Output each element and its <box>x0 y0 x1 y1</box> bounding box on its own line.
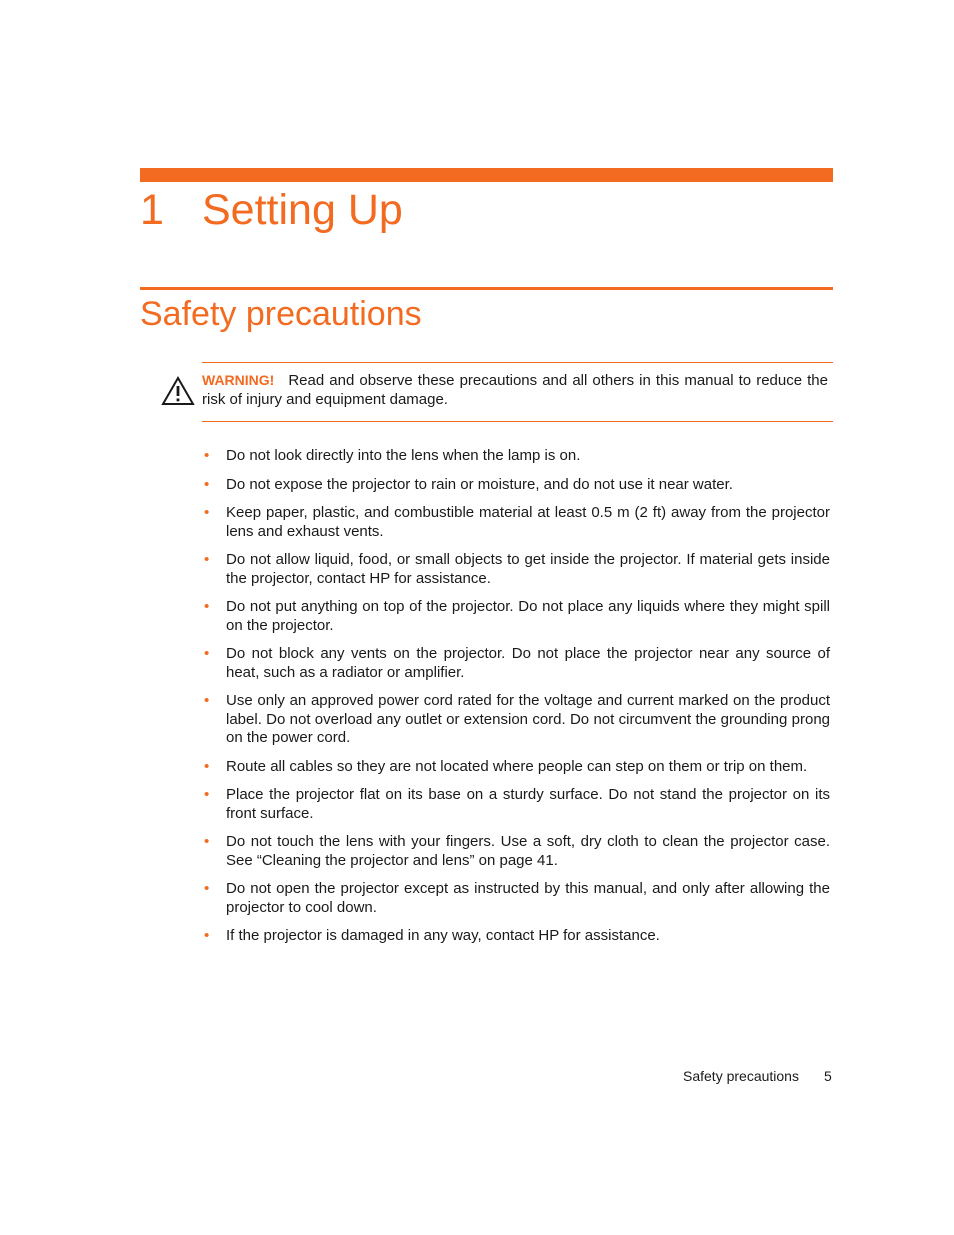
precaution-text: Keep paper, plastic, and combustible material at least 0.5 m (2 ft) away from the projector lens and exhaust vents. <box>226 504 830 540</box>
bullet-dot-icon: • <box>204 504 210 521</box>
bullet-dot-icon: • <box>204 598 210 615</box>
footer-page-number: 5 <box>824 1068 832 1084</box>
chapter-title-text: Setting Up <box>202 186 403 234</box>
chapter-header-bar <box>140 168 833 182</box>
bullet-dot-icon: • <box>204 880 210 897</box>
warning-bottom-rule <box>202 421 833 422</box>
precaution-text: Do not touch the lens with your fingers. Use a soft, dry cloth to clean the projector case. See “Cleaning the projector and lens” on page 41. <box>226 833 830 869</box>
precaution-item <box>202 758 830 777</box>
precaution-text: Place the projector flat on its base on a sturdy surface. Do not stand the projector on its front surface. <box>226 786 830 822</box>
bullet-dot-icon: • <box>204 692 210 709</box>
bullet-dot-icon: • <box>204 447 210 464</box>
precaution-item <box>202 598 830 635</box>
precaution-item <box>202 692 830 748</box>
bullet-dot-icon: • <box>204 927 210 944</box>
precaution-text: Do not allow liquid, food, or small objects to get inside the projector. If material gets inside the projector, contact HP for assistance. <box>226 551 830 587</box>
precaution-item <box>202 786 830 823</box>
precaution-text: If the projector is damaged in any way, contact HP for assistance. <box>226 927 660 944</box>
precaution-item <box>202 504 830 541</box>
precaution-item <box>202 645 830 682</box>
precautions-list <box>202 447 830 956</box>
precaution-item <box>202 880 830 917</box>
precaution-text: Do not block any vents on the projector. Do not place the projector near any source of heat, such as a radiator or amplifier. <box>226 645 830 681</box>
warning-body: Read and observe these precautions and all others in this manual to reduce the risk of injury and equipment damage. <box>202 372 828 408</box>
chapter-number: 1 <box>140 186 164 234</box>
precaution-text: Use only an approved power cord rated for the voltage and current marked on the product label. Do not overload any outlet or extension cord. Do not circumvent the grounding prong on the power cord. <box>226 692 830 746</box>
warning-triangle-icon <box>161 376 195 406</box>
bullet-dot-icon: • <box>204 551 210 568</box>
bullet-dot-icon: • <box>204 645 210 662</box>
section-rule <box>140 287 833 290</box>
precaution-item <box>202 833 830 870</box>
warning-message <box>202 371 828 409</box>
bullet-dot-icon: • <box>204 475 210 493</box>
footer-section-label: Safety precautions <box>683 1068 799 1084</box>
precaution-item <box>202 476 830 495</box>
warning-top-rule <box>202 362 833 363</box>
bullet-dot-icon: • <box>204 833 210 850</box>
precaution-item <box>202 551 830 588</box>
precaution-text: Route all cables so they are not located where people can step on them or trip on them. <box>226 757 808 775</box>
precaution-text: Do not open the projector except as instructed by this manual, and only after allowing the projector to cool down. <box>226 880 830 916</box>
warning-label: WARNING! <box>202 372 275 388</box>
chapter-title <box>140 183 403 237</box>
bullet-dot-icon: • <box>204 757 210 775</box>
section-title: Safety precautions <box>140 295 422 333</box>
bullet-dot-icon: • <box>204 786 210 803</box>
precaution-text: Do not look directly into the lens when the lamp is on. <box>226 447 581 464</box>
precaution-item <box>202 447 830 466</box>
precaution-text: Do not put anything on top of the projector. Do not place any liquids where they might spill on the projector. <box>226 598 830 634</box>
precaution-item <box>202 927 830 946</box>
precaution-text: Do not expose the projector to rain or moisture, and do not use it near water. <box>226 475 733 493</box>
